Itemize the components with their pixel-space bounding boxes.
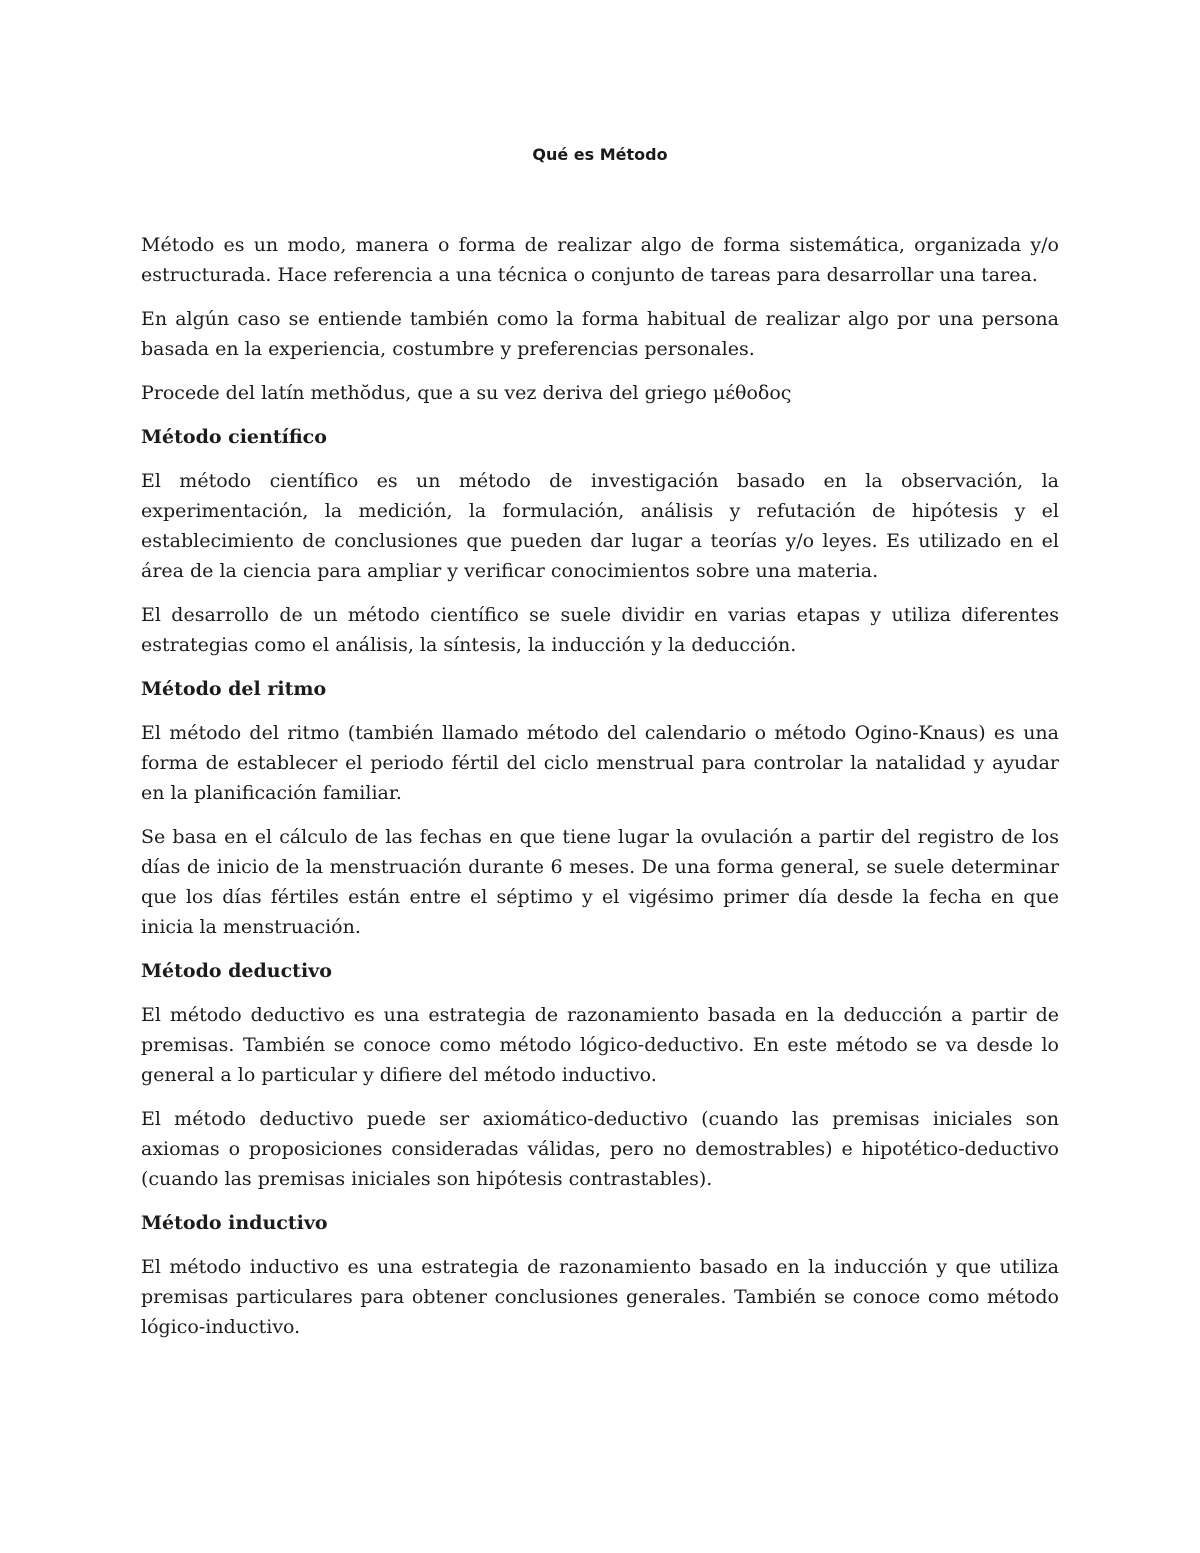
intro-paragraph: Método es un modo, manera o forma de realizar algo de forma sistemática, organizada y/o estructurada. Hace referencia a una técnica o conjunto de tareas para desarrollar una tarea. xyxy=(141,234,1059,286)
section-paragraph: El método deductivo es una estrategia de razonamiento basada en la deducción a partir de premisas. También se conoce como método lógico-deductivo. En este método se va desde lo general a lo particular y difiere del método inductivo. xyxy=(141,1004,1059,1086)
section-paragraph: El método inductivo es una estrategia de razonamiento basado en la inducción y que utiliza premisas particulares para obtener conclusiones generales. También se conoce como método lógico-inductivo. xyxy=(141,1256,1059,1338)
section-paragraph: El desarrollo de un método científico se suele dividir en varias etapas y utiliza diferentes estrategias como el análisis, la síntesis, la inducción y la deducción. xyxy=(141,604,1059,656)
section-paragraph: El método deductivo puede ser axiomático-deductivo (cuando las premisas iniciales son axiomas o proposiciones consideradas válidas, pero no demostrables) e hipotético-deductivo (cuando las premisas iniciales son hipótesis contrastables). xyxy=(141,1108,1059,1190)
section-heading-metodo-cientifico: Método científico xyxy=(141,426,327,448)
intro-paragraph: En algún caso se entiende también como la forma habitual de realizar algo por una persona basada en la experiencia, costumbre y preferencias personales. xyxy=(141,308,1059,360)
document-page xyxy=(141,0,1059,1553)
document-title: Qué es Método xyxy=(532,145,668,164)
intro-paragraph: Procede del latín methŏdus, que a su vez deriva del griego μέθοδος xyxy=(141,382,792,404)
section-paragraph: Se basa en el cálculo de las fechas en que tiene lugar la ovulación a partir del registro de los días de inicio de la menstruación durante 6 meses. De una forma general, se suele determinar que los días fértiles están entre el séptimo y el vigésimo primer día desde la fecha en que inicia la menstruación. xyxy=(141,826,1059,938)
section-paragraph: El método del ritmo (también llamado método del calendario o método Ogino-Knaus) es una forma de establecer el periodo fértil del ciclo menstrual para controlar la natalidad y ayudar en la planificación familiar. xyxy=(141,722,1059,804)
section-heading-metodo-del-ritmo: Método del ritmo xyxy=(141,678,327,700)
document-body xyxy=(141,230,1059,1356)
section-heading-metodo-inductivo: Método inductivo xyxy=(141,1212,328,1234)
section-heading-metodo-deductivo: Método deductivo xyxy=(141,960,332,982)
section-paragraph: El método científico es un método de investigación basado en la observación, la experimentación, la medición, la formulación, análisis y refutación de hipótesis y el establecimiento de conclusiones que pueden dar lugar a teorías y/o leyes. Es utilizado en el área de la ciencia para ampliar y verificar conocimientos sobre una materia. xyxy=(141,470,1059,582)
